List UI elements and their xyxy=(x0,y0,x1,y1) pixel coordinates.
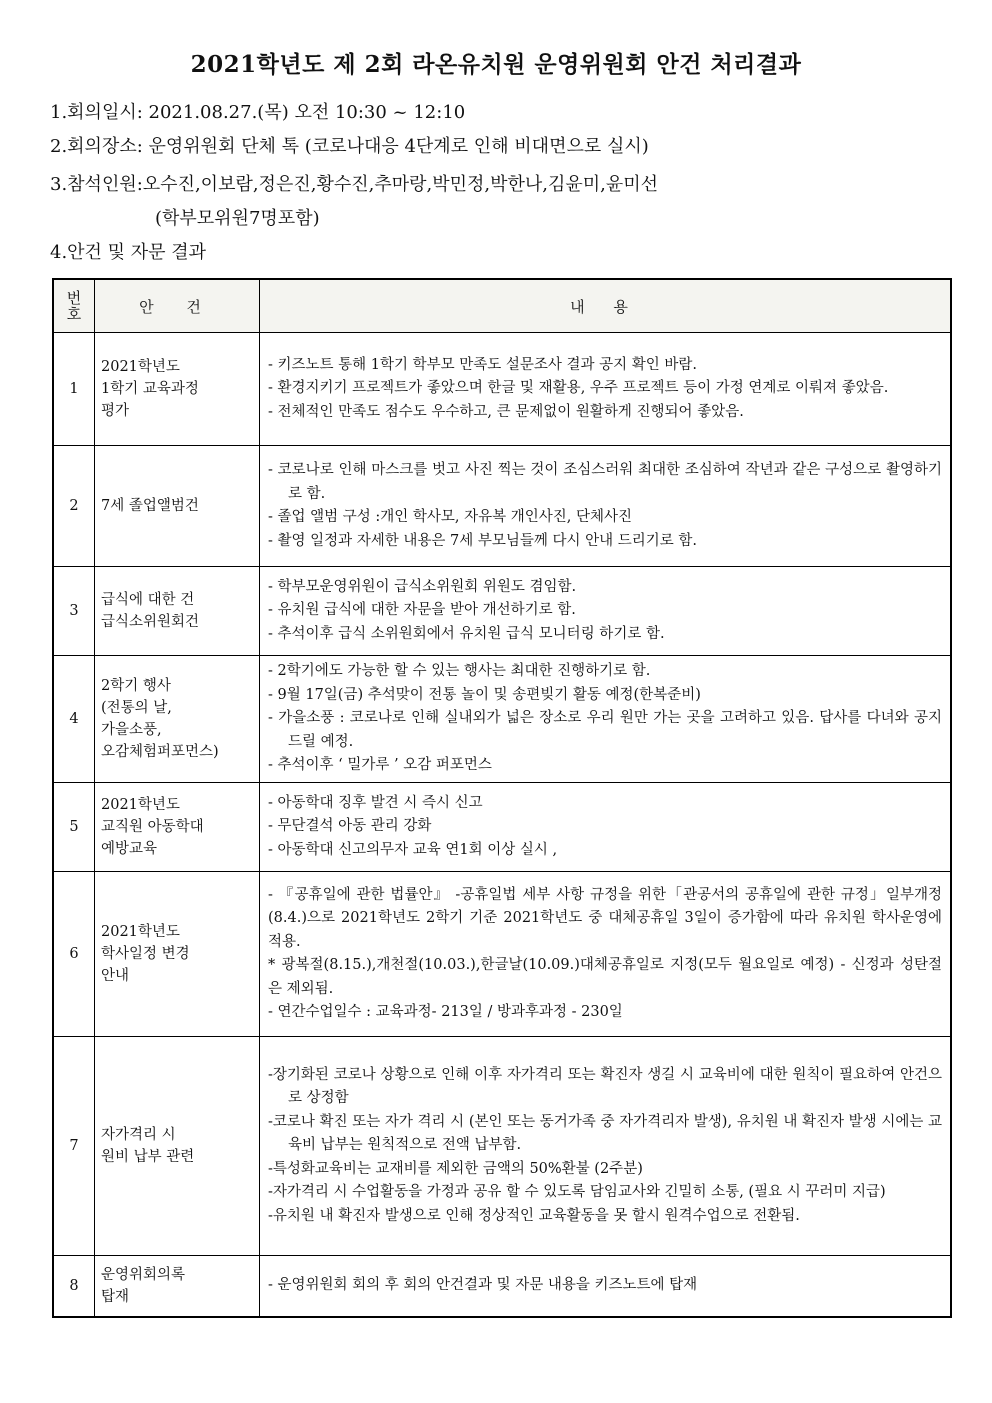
row-topic xyxy=(95,1037,260,1256)
content-item: * 광복절(8.15.),개천절(10.03.),한글날(10.09.)대체공휴일로 지정(모두 월요일로 예정) - 신정과 성탄절은 제외됨. xyxy=(268,957,942,997)
header-no-line2: 호 xyxy=(66,305,82,323)
row-content xyxy=(260,656,952,783)
content-item: - 코로나로 인해 마스크를 벗고 사진 찍는 것이 조심스러워 최대한 조심하여 작년과 같은 구성으로 촬영하기로 함. xyxy=(268,462,942,502)
row-content xyxy=(260,872,952,1037)
row-topic xyxy=(95,446,260,567)
content-item: - 졸업 앨범 구성 :개인 학사모, 자유복 개인사진, 단체사진 xyxy=(268,509,633,525)
table-row xyxy=(53,783,951,872)
row-content xyxy=(260,1256,952,1318)
topic-line: 안내 xyxy=(101,968,130,984)
row-number: 5 xyxy=(53,783,95,872)
topic-line: 7세 졸업앨범건 xyxy=(101,498,199,514)
document-title: 2021학년도 제 2회 라온유치원 운영위원회 안건 처리결과 xyxy=(190,51,802,78)
row-content xyxy=(260,446,952,567)
topic-line: 교직원 아동학대 xyxy=(101,819,204,835)
topic-line: 탑재 xyxy=(101,1289,130,1305)
meeting-place: 2.회의장소: 운영위원회 단체 톡 (코로나대응 4단계로 인해 비대면으로 실시) xyxy=(50,136,649,157)
content-item: - 운영위원회 회의 후 회의 안건결과 및 자문 내용을 키즈노트에 탑재 xyxy=(268,1277,698,1294)
meeting-date: 1.회의일시: 2021.08.27.(목) 오전 10:30 ~ 12:10 xyxy=(50,102,466,123)
row-topic xyxy=(95,1256,260,1318)
content-item: -자가격리 시 수업활동을 가정과 공유 할 수 있도록 담임교사와 긴밀히 소통, (필요 시 꾸러미 지급) xyxy=(268,1184,886,1201)
content-item: - 환경지키기 프로젝트가 좋았으며 한글 및 재활용, 우주 프로젝트 등이 가정 연계로 이뤄져 좋았음. xyxy=(268,380,889,397)
row-topic xyxy=(95,783,260,872)
row-topic xyxy=(95,872,260,1037)
row-topic xyxy=(95,656,260,783)
content-item: - 추석이후 ‘ 밀가루 ’ 오감 퍼포먼스 xyxy=(268,757,492,774)
topic-line: 2학기 행사 xyxy=(101,678,171,694)
table-header-row xyxy=(53,279,951,333)
table-row xyxy=(53,872,951,1037)
topic-line: 급식에 대한 건 xyxy=(101,592,195,608)
content-item: -코로나 확진 또는 자가 격리 시 (본인 또는 동거가족 중 자가격리자 발생), 유치원 내 확진자 발생 시에는 교육비 납부는 원칙적으로 전액 납부함. xyxy=(268,1113,942,1154)
row-number: 8 xyxy=(53,1256,95,1318)
row-number: 4 xyxy=(53,656,95,783)
header-no-line1: 번 xyxy=(66,289,82,307)
table-row xyxy=(53,567,951,656)
row-topic xyxy=(95,333,260,446)
topic-line: 예방교육 xyxy=(101,841,158,857)
row-number: 7 xyxy=(53,1037,95,1256)
table-row xyxy=(53,333,951,446)
topic-line: 2021학년도 xyxy=(101,924,180,940)
topic-line: 원비 납부 관련 xyxy=(101,1149,195,1165)
table-row xyxy=(53,1256,951,1318)
header-no xyxy=(53,279,95,333)
topic-line: 급식소위원회건 xyxy=(101,614,200,630)
attendees-note: (학부모위원7명포함) xyxy=(155,208,320,229)
row-number: 6 xyxy=(53,872,95,1037)
content-item: -특성화교육비는 교재비를 제외한 금액의 50%환불 (2주분) xyxy=(268,1160,643,1177)
content-item: - 아동학대 징후 발견 시 즉시 신고 xyxy=(268,794,483,811)
header-content: 내 용 xyxy=(260,279,952,333)
content-item: - 연간수업일수 : 교육과정- 213일 / 방과후과정 - 230일 xyxy=(268,1004,623,1020)
content-item: - 2학기에도 가능한 할 수 있는 행사는 최대한 진행하기로 함. xyxy=(268,663,651,680)
topic-line: 평가 xyxy=(101,403,130,419)
content-item: - 아동학대 신고의무자 교육 연1회 이상 실시 , xyxy=(268,841,558,858)
content-item: - 9월 17일(금) 추석맞이 전통 놀이 및 송편빚기 활동 예정(한복준비) xyxy=(268,686,701,703)
agenda-table xyxy=(52,278,952,1318)
header-topic: 안 건 xyxy=(95,279,260,333)
row-number: 3 xyxy=(53,567,95,656)
content-item: - 촬영 일정과 자세한 내용은 7세 부모님들께 다시 안내 드리기로 함. xyxy=(268,532,698,549)
table-row xyxy=(53,656,951,783)
content-item: - 전체적인 만족도 점수도 우수하고, 큰 문제없이 원활하게 진행되어 좋았음. xyxy=(268,403,744,420)
topic-line: 운영위회의록 xyxy=(101,1267,186,1283)
row-content xyxy=(260,567,952,656)
content-item: - 키즈노트 통해 1학기 학부모 만족도 설문조사 결과 공지 확인 바람. xyxy=(268,356,698,373)
row-number: 2 xyxy=(53,446,95,567)
table-row xyxy=(53,446,951,567)
topic-line: (전통의 날, xyxy=(101,700,172,716)
section-heading: 4.안건 및 자문 결과 xyxy=(50,242,207,263)
content-item: - 가을소풍 : 코로나로 인해 실내외가 넓은 장소로 우리 원만 가는 곳을 고려하고 있음. 답사를 다녀와 공지 드릴 예정. xyxy=(268,710,942,750)
topic-line: 학사일정 변경 xyxy=(101,946,190,962)
topic-line: 오감체험퍼포먼스) xyxy=(101,744,219,760)
content-item: - 유치원 급식에 대한 자문을 받아 개선하기로 함. xyxy=(268,602,576,619)
content-item: -유치원 내 확진자 발생으로 인해 정상적인 교육활동을 못 할시 원격수업으로 전환됨. xyxy=(268,1207,800,1224)
topic-line: 자가격리 시 xyxy=(101,1127,176,1143)
row-content xyxy=(260,333,952,446)
row-content xyxy=(260,1037,952,1256)
row-content xyxy=(260,783,952,872)
topic-line: 2021학년도 xyxy=(101,797,180,813)
topic-line: 2021학년도 xyxy=(101,359,180,375)
row-topic xyxy=(95,567,260,656)
table-row xyxy=(53,1037,951,1256)
content-item: - 『공휴일에 관한 법률안』 -공휴일법 세부 사항 규정을 위한「관공서의 공휴일에 관한 규정」일부개정(8.4.)으로 2021학년도 2학기 기준 2021학년도 중 대체공휴일 3일이 증가함에 따라 유치원 학사운영에 적용. xyxy=(268,886,942,950)
topic-line: 1학기 교육과정 xyxy=(101,381,199,397)
content-item: - 무단결석 아동 관리 강화 xyxy=(268,818,432,835)
attendees: 3.참석인원:오수진,이보람,정은진,황수진,추마랑,박민정,박한나,김윤미,윤미선 xyxy=(50,174,659,195)
content-item: - 학부모운영위원이 급식소위원회 위원도 겸임함. xyxy=(268,578,577,595)
row-number: 1 xyxy=(53,333,95,446)
content-item: -장기화된 코로나 상황으로 인해 이후 자가격리 또는 확진자 생길 시 교육비에 대한 원칙이 필요하여 안건으로 상정함 xyxy=(268,1066,942,1107)
content-item: - 추석이후 급식 소위원회에서 유치원 급식 모니터링 하기로 함. xyxy=(268,625,665,642)
topic-line: 가을소풍, xyxy=(101,722,162,738)
